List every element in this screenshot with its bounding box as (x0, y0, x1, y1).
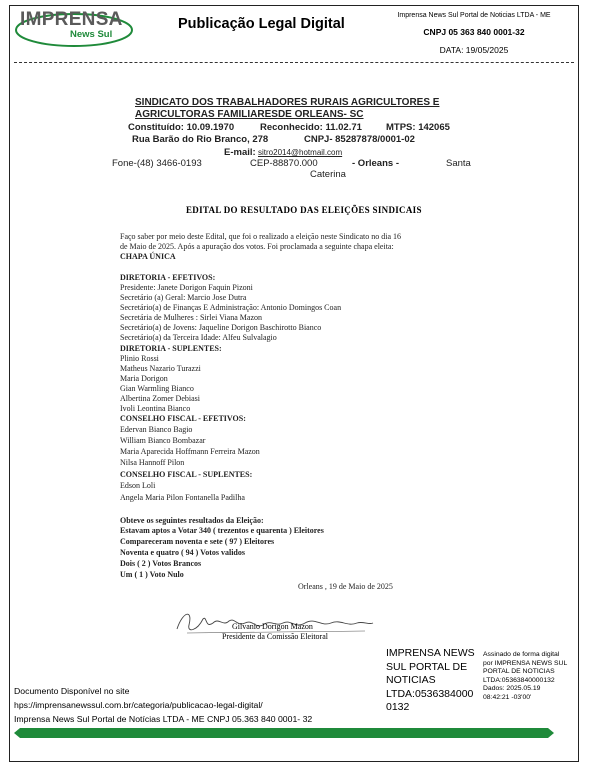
list-item: Edervan Bianco Bagio (120, 425, 193, 434)
page-title: Publicação Legal Digital (178, 16, 345, 32)
signer-line: IMPRENSA NEWS (386, 647, 475, 659)
list-item: Secretário (a) Geral: Marcio Jose Dutra (120, 293, 247, 302)
list-item: Albertina Zomer Debiasi (120, 394, 200, 403)
letterhead-line1: SINDICATO DOS TRABALHADORES RURAIS AGRICULTORES E (135, 97, 440, 108)
list-item: Angela Maria Pilon Fontanella Padilha (120, 493, 245, 502)
list-item: Secretário(a) de Jovens: Jaqueline Dorigon Baschirotto Bianco (120, 323, 322, 332)
footer-url-link[interactable]: hps://imprensanewssul.com.br/categoria/publicacao-legal-digital/ (14, 700, 263, 710)
signer-line: NOTICIAS (386, 674, 436, 686)
section-dir-suplentes: DIRETORIA - SUPLENTES: (120, 344, 222, 353)
results-line: Noventa e quatro ( 94 ) Votos validos (120, 548, 245, 557)
list-item: Maria Dorigon (120, 374, 168, 383)
results-line: Um ( 1 ) Voto Nulo (120, 570, 184, 579)
header-info (376, 12, 572, 55)
signature-line: 08:42:21 -03'00' (483, 693, 532, 701)
letterhead-cep: CEP-88870.000 (250, 158, 318, 169)
footer-company: Imprensa News Sul Portal de Notícias LTDA - ME CNPJ 05.363 840 0001- 32 (14, 714, 313, 724)
signer-line: SUL PORTAL DE (386, 660, 468, 673)
signature-line: LTDA:05363840000132 (483, 676, 555, 684)
list-item: Nilsa Hannoff Pilon (120, 458, 185, 467)
list-item: Matheus Nazario Turazzi (120, 364, 201, 373)
edital-title: EDITAL DO RESULTADO DAS ELEIÇÕES SINDICAIS (186, 205, 422, 215)
signature-line: Assinado de forma digital (483, 651, 560, 658)
section-cf-efetivos: CONSELHO FISCAL - EFETIVOS: (120, 414, 246, 423)
letterhead-state-cont: Caterina (310, 169, 346, 180)
list-item: Gian Warmling Bianco (120, 384, 194, 393)
section-dir-efetivos: DIRETORIA - EFETIVOS: (120, 273, 216, 282)
list-item: William Bianco Bombazar (120, 436, 206, 445)
signer-line: 0132 (386, 701, 410, 713)
list-item: Edson Loli (120, 481, 156, 490)
letterhead-address: Rua Barão do Rio Branco, 278 (132, 134, 269, 145)
letterhead-phone: Fone-(48) 3466-0193 (112, 158, 202, 169)
digital-signature-details (483, 651, 579, 703)
list-item: Secretário(a) de Finanças E Administração: Antonio Domingos Coan (120, 303, 342, 312)
results-line: Estavam aptos a Votar 340 ( trezentos e quarenta ) Eleitores (120, 526, 324, 535)
results-line: Compareceram noventa e sete ( 97 ) Eleitores (120, 537, 275, 546)
results-line: Dois ( 2 ) Votos Brancos (120, 559, 202, 568)
list-item: Secretária de Mulheres : Sirlei Viana Mazon (120, 313, 262, 322)
logo-sub-text: News Sul (70, 29, 113, 40)
letterhead-email-label: E-mail: (224, 147, 256, 158)
header-cnpj: CNPJ 05 363 840 0001-32 (423, 27, 525, 37)
edital-intro-2: de Maio de 2025. Após a apuração dos votos. Foi proclamada a seguinte chapa eleita: (120, 242, 394, 251)
list-item: Plinio Rossi (120, 354, 159, 363)
edital-intro-1: Faço saber por meio deste Edital, que foi o realizado a eleição neste Sindicato no dia 16 (120, 232, 402, 241)
section-cf-suplentes: CONSELHO FISCAL - SUPLENTES: (120, 470, 253, 479)
header-date: DATA: 19/05/2025 (439, 45, 509, 55)
list-item: Secretário(a) da Terceira Idade: Alfeu Sulvalagio (120, 333, 277, 342)
results-line: Obteve os seguintes resultados da Eleição: (120, 516, 264, 525)
signature-line: PORTAL DE NOTICIAS (483, 668, 555, 676)
list-item: Ivoli Leontina Bianco (120, 404, 191, 413)
header-company: Imprensa News Sul Portal de Noticias LTDA - ME (397, 12, 551, 19)
signature-line: Dados: 2025.05.19 (483, 685, 541, 693)
letterhead-mtps: MTPS: 142065 (386, 122, 450, 133)
letterhead-line2: AGRICULTORAS FAMILIARESDE ORLEANS- SC (135, 109, 364, 120)
scanned-document (108, 92, 480, 652)
list-item: Presidente: Janete Dorigon Faquin Pizoni (120, 283, 253, 292)
signer-line: LTDA:0536384000 (386, 687, 474, 700)
signer-name: Gilvanio Dorigon Mazon (232, 622, 313, 631)
signer-role: Presidente da Comissão Eleitoral (222, 632, 328, 641)
footer-arrow-bar (14, 728, 554, 738)
letterhead-city: - Orleans - (352, 158, 399, 169)
imprensa-logo (14, 9, 134, 47)
chapa-label: CHAPA ÚNICA (120, 252, 176, 261)
letterhead-constituido: Constituído: 10.09.1970 (128, 122, 235, 133)
letterhead-reconhecido: Reconhecido: 11.02.71 (260, 122, 362, 133)
logo-main-text: IMPRENSA (20, 9, 123, 30)
footer-info (14, 684, 312, 726)
doc-available-text: Documento Disponível no site (14, 686, 130, 696)
header-divider (14, 62, 574, 63)
signature-line: por IMPRENSA NEWS SUL (483, 659, 568, 667)
letterhead-email: sitro2014@hotmail.com (258, 148, 343, 157)
letterhead-cnpj: CNPJ- 85287878/0001-02 (304, 134, 415, 145)
place-date: Orleans , 19 de Maio de 2025 (298, 582, 393, 591)
letterhead-state: Santa (446, 158, 471, 169)
digital-signer-name (386, 647, 481, 715)
list-item: Maria Aparecida Hoffmann Ferreira Mazon (120, 447, 260, 456)
